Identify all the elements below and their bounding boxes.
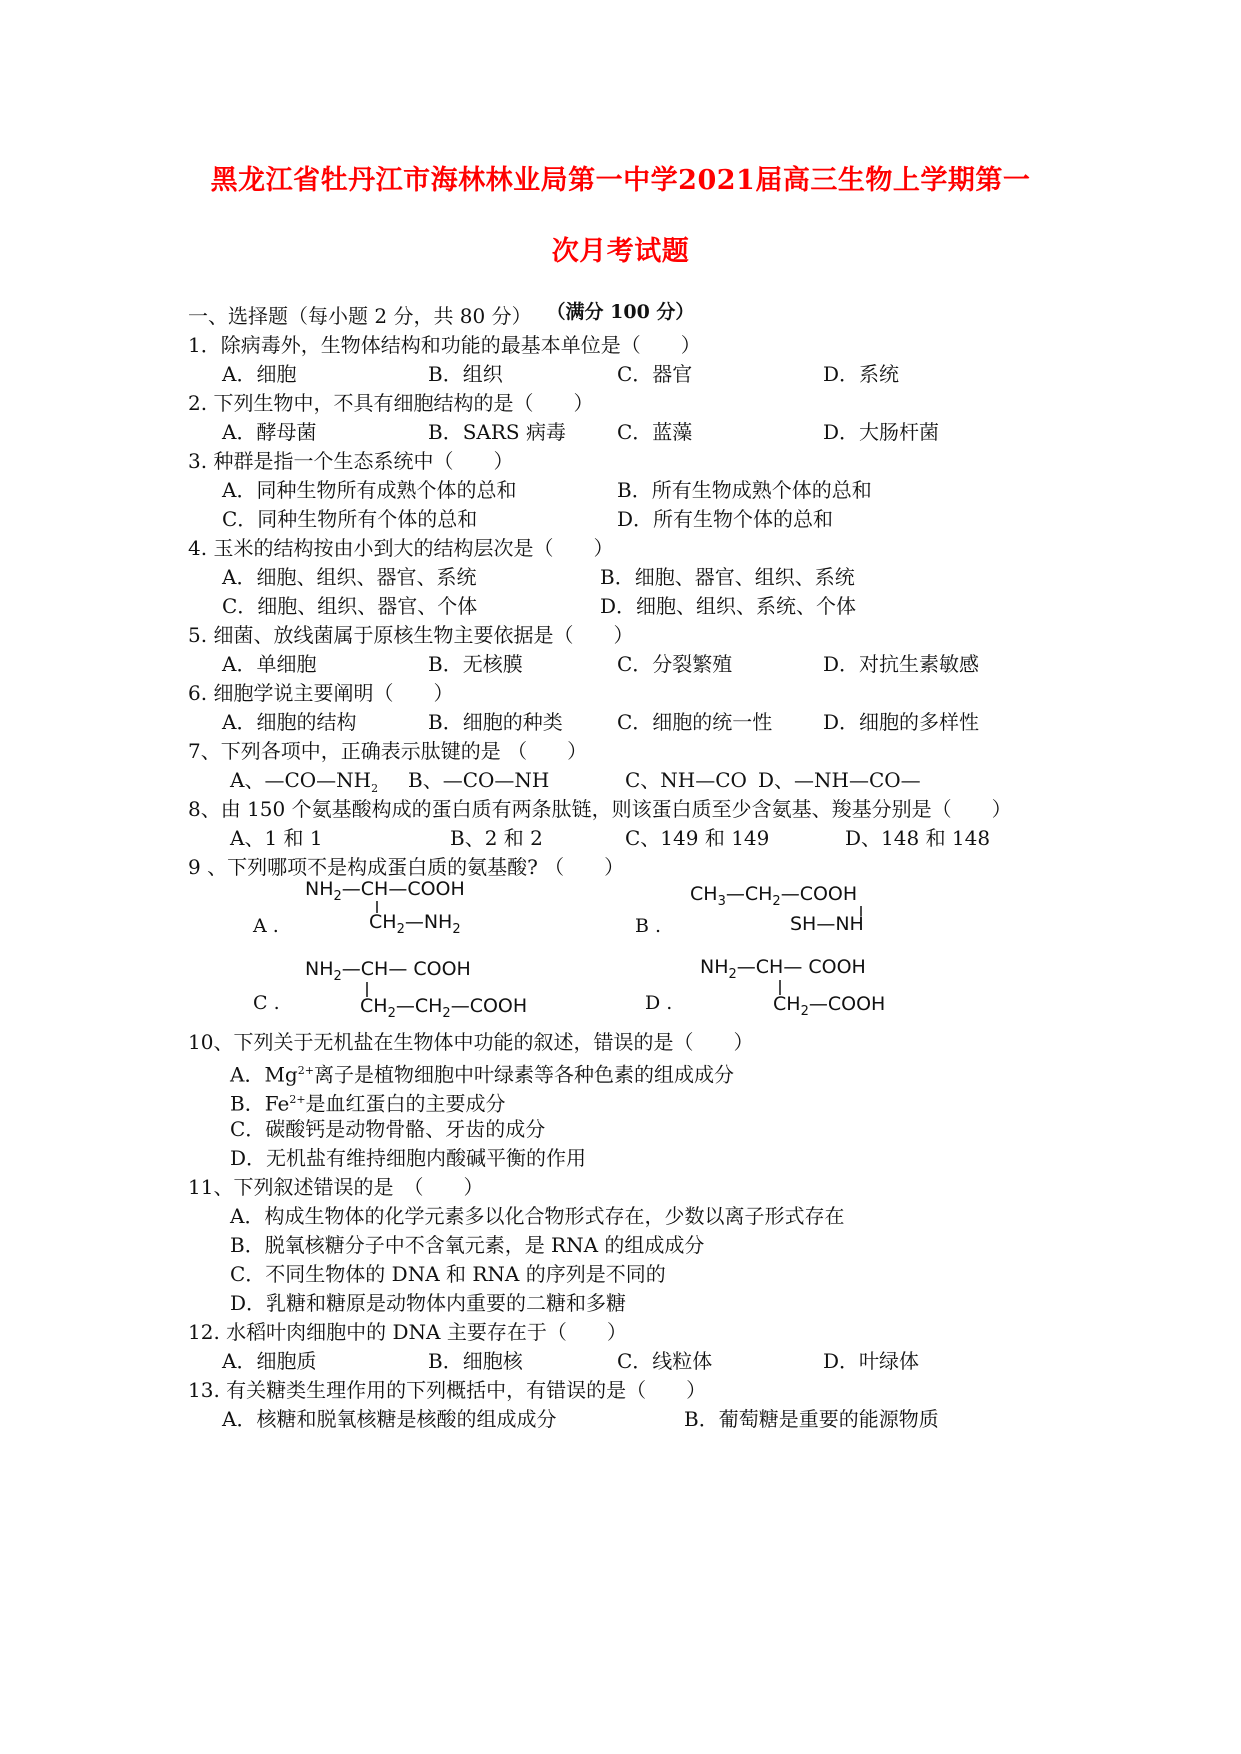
question-6: 6. 细胞学说主要阐明（ ） — [188, 681, 454, 705]
q7-option-d: D、—NH—CO— — [758, 768, 921, 792]
q5-option-b: B．无核膜 — [428, 652, 523, 676]
q3-option-a: A．同种生物所有成熟个体的总和 — [222, 478, 517, 502]
q6-option-d: D．细胞的多样性 — [823, 710, 980, 734]
q3-option-c: C．同种生物所有个体的总和 — [222, 507, 478, 531]
q10-option-d: D．无机盐有维持细胞内酸碱平衡的作用 — [230, 1146, 587, 1170]
q9-structure-a — [305, 875, 535, 939]
q12-option-a: A．细胞质 — [222, 1349, 317, 1373]
q10-option-b: B．$Fe^{2+}$是血红蛋白的主要成分 — [230, 1091, 506, 1116]
q11-option-c: C．不同生物体的 DNA 和 RNA 的序列是不同的 — [230, 1262, 666, 1286]
q12-option-d: D．叶绿体 — [823, 1349, 920, 1373]
q10-option-a: A．$Mg^{2+}$离子是植物细胞中叶绿素等各种色素的组成成分 — [230, 1062, 734, 1087]
q13-option-b: B．葡萄糖是重要的能源物质 — [684, 1407, 939, 1431]
exam-title-line1: 黑龙江省牡丹江市海林林业局第一中学2021届高三生物上学期第一 — [210, 165, 1031, 196]
full-score: （满分 100 分） — [546, 301, 695, 323]
q6-option-b: B．细胞的种类 — [428, 710, 563, 734]
question-12: 12. 水稻叶肉细胞中的 DNA 主要存在于（ ） — [188, 1320, 627, 1344]
q2-option-a: A．酵母菌 — [222, 420, 317, 444]
svg-text:CH2—COOH: $CH_2—COOH$ — [773, 993, 886, 1018]
q5-option-a: A．单细胞 — [222, 652, 317, 676]
q6-option-c: C．细胞的统一性 — [617, 710, 773, 734]
q11-option-d: D．乳糖和糖原是动物体内重要的二糖和多糖 — [230, 1291, 627, 1315]
q9-label-c: C . — [253, 992, 280, 1014]
q12-option-b: B．细胞核 — [428, 1349, 523, 1373]
q4-option-c: C．细胞、组织、器官、个体 — [222, 594, 478, 618]
section-heading: 一、选择题（每小题 2 分，共 80 分） — [188, 304, 532, 328]
q4-option-a: A．细胞、组织、器官、系统 — [222, 565, 477, 589]
q7-option-a: A、$—CO—NH_2$ — [230, 768, 379, 795]
svg-text:SH—NH: SH—NH — [790, 913, 864, 935]
svg-text:CH2—CH2—COOH: $CH_2—CH_2—COOH$ — [360, 995, 528, 1020]
q11-option-a: A．构成生物体的化学元素多以化合物形式存在，少数以离子形式存在 — [230, 1204, 845, 1228]
q7-option-c: C、NH—CO — [625, 768, 747, 792]
question-7: 7、下列各项中，正确表示肽键的是 （ ） — [188, 739, 588, 763]
question-8: 8、由 150 个氨基酸构成的蛋白质有两条肽链，则该蛋白质至少含氨基、羧基分别是（ ） — [188, 797, 1012, 821]
svg-text:NH2—CH—COOH: $NH_2—CH—COOH$ — [305, 878, 465, 904]
q7-option-b: B、—CO—NH — [408, 768, 550, 792]
svg-text:CH2—NH2: $CH_2—NH_2$ — [369, 911, 461, 935]
svg-text:NH2—CH— COOH: $NH_2—CH—$ COOH — [700, 956, 866, 982]
q4-option-b: B．细胞、器官、组织、系统 — [600, 565, 855, 589]
exam-title-line2: 次月考试题 — [551, 236, 690, 267]
q9-structure-c — [305, 955, 565, 1024]
svg-text:NH2—CH— COOH: $NH_2—CH—$ COOH — [305, 958, 471, 984]
question-10: 10、下列关于无机盐在生物体中功能的叙述，错误的是（ ） — [188, 1030, 754, 1054]
q1-option-b: B．组织 — [428, 362, 503, 386]
q1-option-a: A．细胞 — [222, 362, 297, 386]
q6-option-a: A．细胞的结构 — [222, 710, 357, 734]
q3-option-b: B．所有生物成熟个体的总和 — [617, 478, 872, 502]
q9-structure-b — [690, 880, 940, 944]
q9-label-b: B . — [635, 915, 662, 937]
q10-option-c: C．碳酸钙是动物骨骼、牙齿的成分 — [230, 1117, 546, 1141]
q3-option-d: D．所有生物个体的总和 — [617, 507, 834, 531]
question-2: 2. 下列生物中，不具有细胞结构的是（ ） — [188, 391, 594, 415]
q13-option-a: A．核糖和脱氧核糖是核酸的组成成分 — [222, 1407, 557, 1431]
q8-option-b: B、2 和 2 — [450, 826, 543, 850]
q5-option-d: D．对抗生素敏感 — [823, 652, 980, 676]
q1-option-c: C．器官 — [617, 362, 693, 386]
question-11: 11、下列叙述错误的是 （ ） — [188, 1175, 484, 1199]
question-1: 1．除病毒外，生物体结构和功能的最基本单位是（ ） — [188, 333, 701, 357]
question-9: 9 、下列哪项不是构成蛋白质的氨基酸? （ ） — [188, 855, 625, 879]
q2-option-d: D．大肠杆菌 — [823, 420, 940, 444]
q9-label-d: D . — [645, 992, 673, 1014]
q12-option-c: C．线粒体 — [617, 1349, 713, 1373]
q9-structure-d — [700, 953, 940, 1022]
q11-option-b: B．脱氧核糖分子中不含氧元素，是 RNA 的组成成分 — [230, 1233, 705, 1257]
svg-text:CH3—CH2—COOH: $CH_3—CH_2—COOH$ — [690, 883, 858, 909]
q8-option-c: C、149 和 149 — [625, 826, 770, 850]
q4-option-d: D．细胞、组织、系统、个体 — [600, 594, 857, 618]
q1-option-d: D．系统 — [823, 362, 900, 386]
q2-option-c: C．蓝藻 — [617, 420, 693, 444]
q8-option-d: D、148 和 148 — [845, 826, 991, 850]
question-4: 4. 玉米的结构按由小到大的结构层次是（ ） — [188, 536, 614, 560]
question-3: 3. 种群是指一个生态系统中（ ） — [188, 449, 514, 473]
question-13: 13. 有关糖类生理作用的下列概括中，有错误的是（ ） — [188, 1378, 707, 1402]
q5-option-c: C．分裂繁殖 — [617, 652, 733, 676]
q8-option-a: A、1 和 1 — [230, 826, 323, 850]
q2-option-b: B．SARS 病毒 — [428, 420, 566, 444]
question-5: 5. 细菌、放线菌属于原核生物主要依据是（ ） — [188, 623, 634, 647]
q9-label-a: A . — [253, 915, 279, 937]
